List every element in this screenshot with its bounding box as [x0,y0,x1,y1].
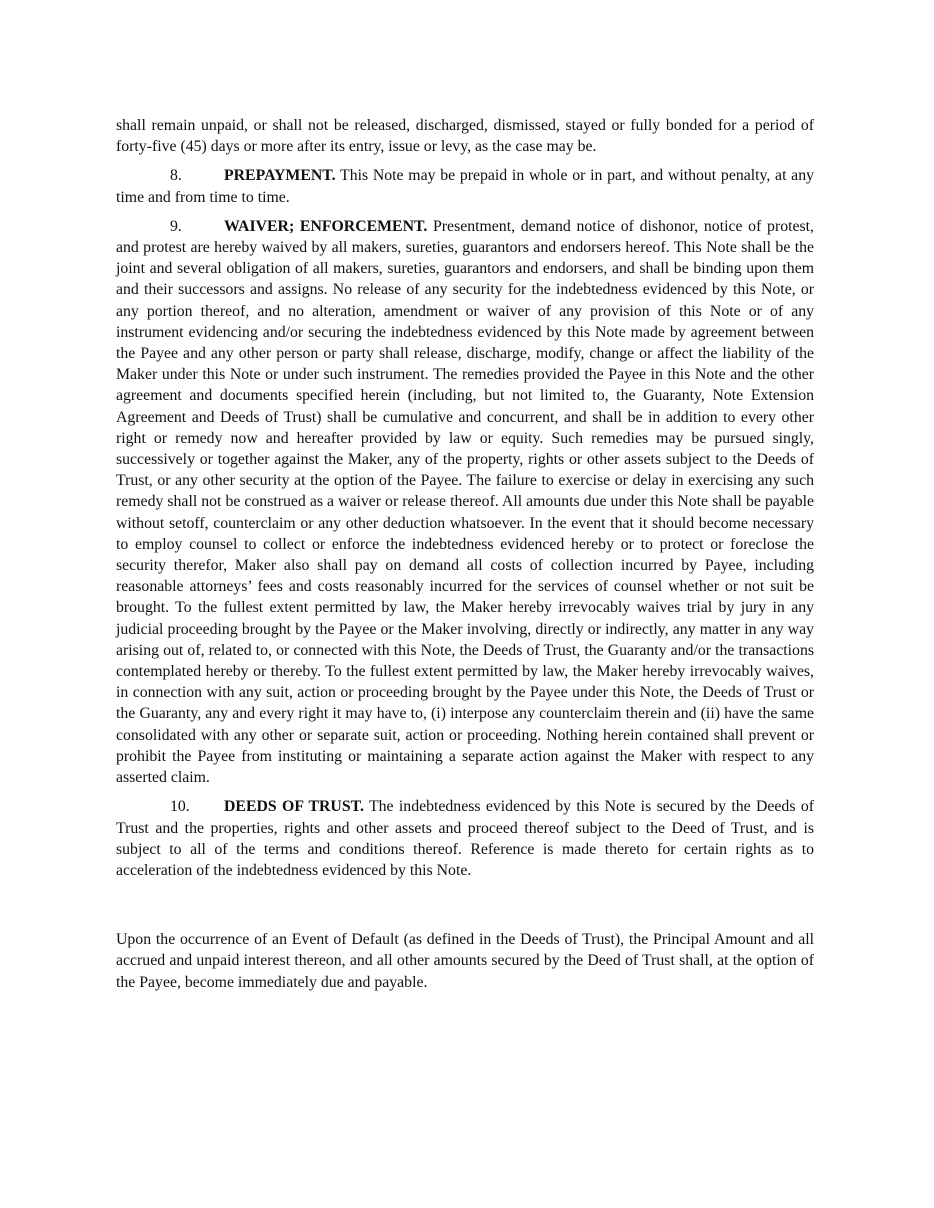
section-number: 10. [170,798,190,816]
section-waiver-enforcement [116,216,814,788]
section-heading: DEEDS OF TRUST. [224,798,364,816]
section-heading: WAIVER; ENFORCEMENT. [224,217,428,235]
section-body: The indebtedness evidenced by this Note is secured by the Deeds of Trust and the properties, rights and other assets and proceed thereof subject to the Deed of Trust, and is subject to all of the terms and conditions thereof. Reference is made thereto for certain rights as to acceleration of the indebtedness evidenced by this Note. [116,798,814,879]
closing-paragraph: Upon the occurrence of an Event of Default (as defined in the Deeds of Trust), the Principal Amount and all accrued and unpaid interest thereon, and all other amounts secured by the Deed of Trust shall, at the option of the Payee, become immediately due and payable. [116,931,814,991]
section-body: This Note may be prepaid in whole or in part, and without penalty, at any time and from time to time. [116,167,814,206]
continuation-paragraph: shall remain unpaid, or shall not be released, discharged, dismissed, stayed or fully bonded for a period of forty-five (45) days or more after its entry, issue or levy, as the case may be. [116,117,814,156]
section-number: 8. [170,167,182,185]
document-page [116,115,814,1001]
section-prepayment [116,165,814,207]
paragraph-spacer [116,889,814,929]
section-heading: PREPAYMENT. [224,167,336,185]
section-number: 9. [170,217,182,235]
section-body: Presentment, demand notice of dishonor, notice of protest, and protest are hereby waived by all makers, sureties, guarantors and endorsers hereof. This Note shall be the joint and several obligation of all makers, sureties, guarantors and endorsers, and shall be binding upon them and their successors and assigns. No release of any security for the indebtedness evidenced by this Note, or any portion thereof, and no alteration, amendment or waiver of any provision of this Note or of any instrument evidencing and/or securing the indebtedness evidenced by this Note made by agreement between the Payee and any other person or party shall release, discharge, modify, change or affect the liability of the Maker under this Note or under such instrument. The remedies provided the Payee in this Note and the other agreement and documents specified herein (including, but not limited to, the Guaranty, Note Extension Agreement and Deeds of Trust) shall be cumulative and concurrent, and shall be in addition to every other right or remedy now and hereafter provided by law or equity. Such remedies may be pursued singly, successively or together against the Maker, any of the property, rights or other assets subject to the Deeds of Trust, or any other security at the option of the Payee. The failure to exercise or delay in exercising any such remedy shall not be construed as a waiver or release thereof. All amounts due under this Note shall be payable without setoff, counterclaim or any other deduction whatsoever. In the event that it should become necessary to employ counsel to collect or enforce the indebtedness evidenced hereby or to protect or foreclose the security therefor, Maker also shall pay on demand all costs of collection incurred by Payee, including reasonable attorneys’ fees and costs reasonably incurred for the services of counsel whether or not suit be brought. To the fullest extent permitted by law, the Maker hereby irrevocably waives trial by jury in any judicial proceeding brought by the Payee or the Maker involving, directly or indirectly, any matter in any way arising out of, related to, or connected with this Note, the Deeds of Trust, the Guaranty and/or the transactions contemplated hereby or thereby. To the fullest extent permitted by law, the Maker hereby irrevocably waives, in connection with any suit, action or proceeding brought by the Payee under this Note, the Deeds of Trust or the Guaranty, any and every right it may have to, (i) interpose any counterclaim therein and (ii) have the same consolidated with any other or separate suit, action or proceeding. Nothing herein contained shall prevent or prohibit the Payee from instituting or maintaining a separate action against the Maker with respect to any asserted claim. [116,217,814,787]
section-deeds-of-trust [116,796,814,881]
